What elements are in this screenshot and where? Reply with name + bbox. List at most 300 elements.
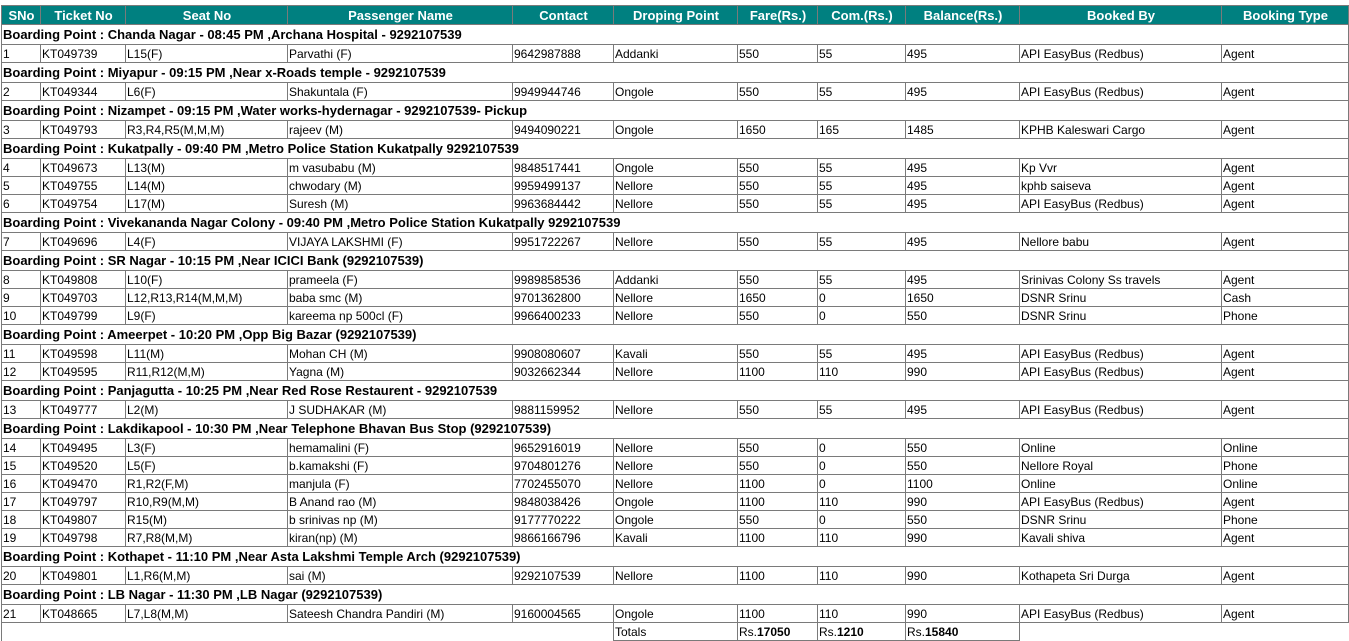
- total-balance: 15840: [925, 625, 959, 639]
- cell-seat-no: R11,R12(M,M): [126, 363, 288, 381]
- table-row: [2, 289, 1349, 307]
- cell-contact: 9704801276: [513, 457, 614, 475]
- cell-ticket-no: KT049520: [41, 457, 126, 475]
- table-row: [2, 439, 1349, 457]
- cell-booked-by: DSNR Srinu: [1020, 511, 1222, 529]
- cell-passenger-name: VIJAYA LAKSHMI (F): [288, 233, 513, 251]
- table-row: [2, 233, 1349, 251]
- column-header-passenger-name: Passenger Name: [288, 6, 513, 25]
- boarding-point-row: [2, 325, 1349, 345]
- cell-contact: 7702455070: [513, 475, 614, 493]
- cell-balance: 550: [906, 511, 1020, 529]
- total-fare: 17050: [757, 625, 791, 639]
- cell-contact: 9951722267: [513, 233, 614, 251]
- cell-sno: 1: [2, 45, 41, 63]
- cell-ticket-no: KT049673: [41, 159, 126, 177]
- cell-fare: 1650: [738, 121, 818, 139]
- cell-sno: 6: [2, 195, 41, 213]
- table-row: [2, 567, 1349, 585]
- cell-booked-by: API EasyBus (Redbus): [1020, 401, 1222, 419]
- cell-passenger-name: hemamalini (F): [288, 439, 513, 457]
- cell-booked-by: API EasyBus (Redbus): [1020, 195, 1222, 213]
- cell-passenger-name: Parvathi (F): [288, 45, 513, 63]
- cell-passenger-name: m vasubabu (M): [288, 159, 513, 177]
- cell-passenger-name: Suresh (M): [288, 195, 513, 213]
- cell-droping-point: Nellore: [614, 177, 738, 195]
- cell-com: 0: [818, 475, 906, 493]
- cell-seat-no: L5(F): [126, 457, 288, 475]
- cell-booked-by: kphb saiseva: [1020, 177, 1222, 195]
- cell-fare: 550: [738, 457, 818, 475]
- boarding-point-label: Boarding Point : LB Nagar - 11:30 PM ,LB Nagar (9292107539): [2, 585, 1349, 605]
- boarding-point-label: Boarding Point : Miyapur - 09:15 PM ,Near x-Roads temple - 9292107539: [2, 63, 1349, 83]
- cell-contact: 9032662344: [513, 363, 614, 381]
- cell-ticket-no: KT049598: [41, 345, 126, 363]
- cell-contact: 9949944746: [513, 83, 614, 101]
- table-row: [2, 307, 1349, 325]
- cell-balance: 495: [906, 159, 1020, 177]
- cell-seat-no: L4(F): [126, 233, 288, 251]
- table-row: [2, 177, 1349, 195]
- cell-fare: 550: [738, 83, 818, 101]
- cell-ticket-no: KT049801: [41, 567, 126, 585]
- cell-booked-by: Kothapeta Sri Durga: [1020, 567, 1222, 585]
- cell-com: 0: [818, 457, 906, 475]
- cell-contact: 9963684442: [513, 195, 614, 213]
- cell-seat-no: R3,R4,R5(M,M,M): [126, 121, 288, 139]
- table-row: [2, 195, 1349, 213]
- cell-sno: 10: [2, 307, 41, 325]
- totals-spacer: [2, 623, 614, 641]
- cell-com: 110: [818, 363, 906, 381]
- table-row: [2, 401, 1349, 419]
- cell-booking-type: Online: [1222, 475, 1349, 493]
- cell-droping-point: Ongole: [614, 493, 738, 511]
- cell-ticket-no: KT049797: [41, 493, 126, 511]
- cell-sno: 14: [2, 439, 41, 457]
- cell-fare: 1650: [738, 289, 818, 307]
- boarding-point-row: [2, 25, 1349, 45]
- cell-booked-by: DSNR Srinu: [1020, 289, 1222, 307]
- cell-contact: 9652916019: [513, 439, 614, 457]
- cell-booking-type: Agent: [1222, 159, 1349, 177]
- column-header-sno: SNo: [2, 6, 41, 25]
- cell-booked-by: Online: [1020, 439, 1222, 457]
- cell-balance: 495: [906, 195, 1020, 213]
- table-row: [2, 457, 1349, 475]
- cell-ticket-no: KT049739: [41, 45, 126, 63]
- cell-passenger-name: b srinivas np (M): [288, 511, 513, 529]
- cell-seat-no: R10,R9(M,M): [126, 493, 288, 511]
- cell-droping-point: Ongole: [614, 605, 738, 623]
- cell-fare: 550: [738, 177, 818, 195]
- cell-sno: 7: [2, 233, 41, 251]
- cell-booking-type: Agent: [1222, 567, 1349, 585]
- cell-seat-no: L15(F): [126, 45, 288, 63]
- table-row: [2, 511, 1349, 529]
- cell-sno: 4: [2, 159, 41, 177]
- cell-booked-by: Nellore Royal: [1020, 457, 1222, 475]
- boarding-point-label: Boarding Point : Panjagutta - 10:25 PM ,Near Red Rose Restaurent - 9292107539: [2, 381, 1349, 401]
- totals-tail: [1020, 623, 1349, 641]
- table-row: [2, 121, 1349, 139]
- cell-booking-type: Agent: [1222, 345, 1349, 363]
- cell-droping-point: Ongole: [614, 83, 738, 101]
- cell-contact: 9848038426: [513, 493, 614, 511]
- cell-sno: 9: [2, 289, 41, 307]
- cell-ticket-no: KT049754: [41, 195, 126, 213]
- cell-fare: 550: [738, 401, 818, 419]
- boarding-point-row: [2, 101, 1349, 121]
- cell-contact: 9959499137: [513, 177, 614, 195]
- column-header-droping-point: Droping Point: [614, 6, 738, 25]
- cell-booking-type: Agent: [1222, 121, 1349, 139]
- cell-booking-type: Agent: [1222, 271, 1349, 289]
- cell-balance: 990: [906, 363, 1020, 381]
- cell-com: 55: [818, 345, 906, 363]
- cell-sno: 19: [2, 529, 41, 547]
- cell-com: 55: [818, 401, 906, 419]
- cell-fare: 550: [738, 159, 818, 177]
- cell-com: 55: [818, 177, 906, 195]
- boarding-point-label: Boarding Point : Kukatpally - 09:40 PM ,Metro Police Station Kukatpally 9292107539: [2, 139, 1349, 159]
- cell-contact: 9642987888: [513, 45, 614, 63]
- cell-balance: 495: [906, 45, 1020, 63]
- cell-fare: 550: [738, 307, 818, 325]
- column-header-ticket-no: Ticket No: [41, 6, 126, 25]
- cell-ticket-no: KT049696: [41, 233, 126, 251]
- cell-droping-point: Ongole: [614, 511, 738, 529]
- cell-fare: 1100: [738, 605, 818, 623]
- cell-booking-type: Agent: [1222, 195, 1349, 213]
- cell-balance: 495: [906, 345, 1020, 363]
- boarding-point-row: [2, 547, 1349, 567]
- cell-passenger-name: sai (M): [288, 567, 513, 585]
- table-row: [2, 363, 1349, 381]
- cell-seat-no: L3(F): [126, 439, 288, 457]
- cell-booking-type: Agent: [1222, 177, 1349, 195]
- cell-contact: 9701362800: [513, 289, 614, 307]
- cell-contact: 9177770222: [513, 511, 614, 529]
- cell-booked-by: API EasyBus (Redbus): [1020, 45, 1222, 63]
- boarding-point-label: Boarding Point : Chanda Nagar - 08:45 PM ,Archana Hospital - 9292107539: [2, 25, 1349, 45]
- cell-sno: 5: [2, 177, 41, 195]
- cell-com: 55: [818, 159, 906, 177]
- cell-booked-by: Srinivas Colony Ss travels: [1020, 271, 1222, 289]
- cell-com: 165: [818, 121, 906, 139]
- cell-balance: 550: [906, 457, 1020, 475]
- cell-balance: 990: [906, 529, 1020, 547]
- cell-booking-type: Agent: [1222, 493, 1349, 511]
- cell-fare: 550: [738, 45, 818, 63]
- table-row: [2, 475, 1349, 493]
- cell-seat-no: L13(M): [126, 159, 288, 177]
- cell-seat-no: L1,R6(M,M): [126, 567, 288, 585]
- cell-fare: 550: [738, 195, 818, 213]
- cell-seat-no: L2(M): [126, 401, 288, 419]
- cell-seat-no: R15(M): [126, 511, 288, 529]
- cell-fare: 1100: [738, 493, 818, 511]
- boarding-point-row: [2, 381, 1349, 401]
- cell-booked-by: API EasyBus (Redbus): [1020, 345, 1222, 363]
- cell-sno: 13: [2, 401, 41, 419]
- table-row: [2, 529, 1349, 547]
- cell-sno: 20: [2, 567, 41, 585]
- cell-fare: 1100: [738, 529, 818, 547]
- cell-com: 110: [818, 567, 906, 585]
- column-header-booked-by: Booked By: [1020, 6, 1222, 25]
- passenger-report-table: [1, 5, 1349, 641]
- cell-booking-type: Agent: [1222, 363, 1349, 381]
- cell-passenger-name: baba smc (M): [288, 289, 513, 307]
- cell-ticket-no: KT049777: [41, 401, 126, 419]
- cell-contact: 9966400233: [513, 307, 614, 325]
- cell-droping-point: Nellore: [614, 195, 738, 213]
- totals-label: [614, 623, 738, 641]
- cell-sno: 3: [2, 121, 41, 139]
- cell-fare: 550: [738, 271, 818, 289]
- cell-com: 0: [818, 511, 906, 529]
- cell-balance: 1650: [906, 289, 1020, 307]
- boarding-point-row: [2, 63, 1349, 83]
- cell-droping-point: Nellore: [614, 439, 738, 457]
- cell-booked-by: API EasyBus (Redbus): [1020, 363, 1222, 381]
- cell-droping-point: Nellore: [614, 363, 738, 381]
- cell-sno: 15: [2, 457, 41, 475]
- cell-booking-type: Agent: [1222, 401, 1349, 419]
- cell-ticket-no: KT049595: [41, 363, 126, 381]
- cell-booked-by: KPHB Kaleswari Cargo: [1020, 121, 1222, 139]
- cell-balance: 495: [906, 271, 1020, 289]
- column-header-contact: Contact: [513, 6, 614, 25]
- cell-ticket-no: KT049755: [41, 177, 126, 195]
- cell-ticket-no: KT049798: [41, 529, 126, 547]
- cell-com: 55: [818, 195, 906, 213]
- total-com: 1210: [837, 625, 864, 639]
- cell-passenger-name: rajeev (M): [288, 121, 513, 139]
- cell-booked-by: Kp Vvr: [1020, 159, 1222, 177]
- cell-balance: 495: [906, 401, 1020, 419]
- cell-droping-point: Nellore: [614, 307, 738, 325]
- cell-seat-no: L7,L8(M,M): [126, 605, 288, 623]
- cell-booking-type: Cash: [1222, 289, 1349, 307]
- table-row: [2, 271, 1349, 289]
- boarding-point-row: [2, 213, 1349, 233]
- cell-booking-type: Online: [1222, 439, 1349, 457]
- cell-com: 55: [818, 83, 906, 101]
- cell-sno: 18: [2, 511, 41, 529]
- column-header-com: Com.(Rs.): [818, 6, 906, 25]
- total-label: Totals: [615, 625, 647, 639]
- cell-passenger-name: kiran(np) (M): [288, 529, 513, 547]
- cell-booked-by: API EasyBus (Redbus): [1020, 605, 1222, 623]
- cell-ticket-no: KT049703: [41, 289, 126, 307]
- boarding-point-label: Boarding Point : Lakdikapool - 10:30 PM ,Near Telephone Bhavan Bus Stop (9292107539): [2, 419, 1349, 439]
- cell-passenger-name: Yagna (M): [288, 363, 513, 381]
- cell-passenger-name: Sateesh Chandra Pandiri (M): [288, 605, 513, 623]
- cell-passenger-name: kareema np 500cl (F): [288, 307, 513, 325]
- cell-booked-by: Online: [1020, 475, 1222, 493]
- cell-balance: 1100: [906, 475, 1020, 493]
- cell-droping-point: Ongole: [614, 159, 738, 177]
- cell-seat-no: R7,R8(M,M): [126, 529, 288, 547]
- cell-balance: 990: [906, 567, 1020, 585]
- cell-droping-point: Nellore: [614, 475, 738, 493]
- cell-passenger-name: chwodary (M): [288, 177, 513, 195]
- cell-com: 110: [818, 493, 906, 511]
- cell-droping-point: Nellore: [614, 233, 738, 251]
- boarding-point-label: Boarding Point : Nizampet - 09:15 PM ,Water works-hydernagar - 9292107539- Pickup: [2, 101, 1349, 121]
- cell-ticket-no: KT049793: [41, 121, 126, 139]
- cell-sno: 12: [2, 363, 41, 381]
- total-balance-cell: [906, 623, 1020, 641]
- cell-balance: 495: [906, 233, 1020, 251]
- cell-com: 110: [818, 529, 906, 547]
- cell-balance: 550: [906, 439, 1020, 457]
- cell-droping-point: Addanki: [614, 271, 738, 289]
- total-com_prefix: Rs.: [819, 625, 837, 639]
- cell-passenger-name: B Anand rao (M): [288, 493, 513, 511]
- cell-passenger-name: b.kamakshi (F): [288, 457, 513, 475]
- cell-contact: 9881159952: [513, 401, 614, 419]
- cell-booked-by: API EasyBus (Redbus): [1020, 493, 1222, 511]
- cell-droping-point: Ongole: [614, 121, 738, 139]
- cell-com: 0: [818, 289, 906, 307]
- table-row: [2, 83, 1349, 101]
- boarding-point-label: Boarding Point : SR Nagar - 10:15 PM ,Near ICICI Bank (9292107539): [2, 251, 1349, 271]
- cell-balance: 990: [906, 605, 1020, 623]
- cell-droping-point: Nellore: [614, 289, 738, 307]
- cell-contact: 9989858536: [513, 271, 614, 289]
- cell-booking-type: Agent: [1222, 529, 1349, 547]
- cell-contact: 9160004565: [513, 605, 614, 623]
- column-header-fare: Fare(Rs.): [738, 6, 818, 25]
- table-row: [2, 345, 1349, 363]
- cell-sno: 16: [2, 475, 41, 493]
- cell-com: 0: [818, 439, 906, 457]
- cell-seat-no: L14(M): [126, 177, 288, 195]
- cell-sno: 21: [2, 605, 41, 623]
- totals-row: [2, 623, 1349, 641]
- boarding-point-row: [2, 419, 1349, 439]
- cell-contact: 9908080607: [513, 345, 614, 363]
- cell-ticket-no: KT048665: [41, 605, 126, 623]
- cell-com: 110: [818, 605, 906, 623]
- total-balance_prefix: Rs.: [907, 625, 925, 639]
- cell-sno: 8: [2, 271, 41, 289]
- column-header-booking-type: Booking Type: [1222, 6, 1349, 25]
- cell-seat-no: L12,R13,R14(M,M,M): [126, 289, 288, 307]
- cell-ticket-no: KT049470: [41, 475, 126, 493]
- cell-fare: 550: [738, 439, 818, 457]
- cell-booking-type: Phone: [1222, 511, 1349, 529]
- table-header-row: [2, 6, 1349, 25]
- cell-fare: 1100: [738, 363, 818, 381]
- cell-balance: 495: [906, 177, 1020, 195]
- cell-com: 55: [818, 271, 906, 289]
- cell-booking-type: Phone: [1222, 307, 1349, 325]
- cell-droping-point: Nellore: [614, 401, 738, 419]
- cell-passenger-name: J SUDHAKAR (M): [288, 401, 513, 419]
- cell-booked-by: DSNR Srinu: [1020, 307, 1222, 325]
- boarding-point-label: Boarding Point : Kothapet - 11:10 PM ,Near Asta Lakshmi Temple Arch (9292107539): [2, 547, 1349, 567]
- boarding-point-row: [2, 585, 1349, 605]
- cell-sno: 11: [2, 345, 41, 363]
- cell-sno: 2: [2, 83, 41, 101]
- table-row: [2, 159, 1349, 177]
- cell-ticket-no: KT049807: [41, 511, 126, 529]
- cell-seat-no: L11(M): [126, 345, 288, 363]
- cell-fare: 1100: [738, 567, 818, 585]
- cell-seat-no: L10(F): [126, 271, 288, 289]
- cell-fare: 550: [738, 345, 818, 363]
- cell-booked-by: API EasyBus (Redbus): [1020, 83, 1222, 101]
- cell-contact: 9848517441: [513, 159, 614, 177]
- cell-contact: 9494090221: [513, 121, 614, 139]
- boarding-point-label: Boarding Point : Vivekananda Nagar Colony - 09:40 PM ,Metro Police Station Kukatpally 9292107539: [2, 213, 1349, 233]
- table-row: [2, 45, 1349, 63]
- cell-booking-type: Phone: [1222, 457, 1349, 475]
- cell-seat-no: R1,R2(F,M): [126, 475, 288, 493]
- cell-contact: 9866166796: [513, 529, 614, 547]
- cell-com: 55: [818, 233, 906, 251]
- cell-balance: 550: [906, 307, 1020, 325]
- cell-passenger-name: prameela (F): [288, 271, 513, 289]
- cell-booked-by: Kavali shiva: [1020, 529, 1222, 547]
- cell-passenger-name: Shakuntala (F): [288, 83, 513, 101]
- cell-booked-by: Nellore babu: [1020, 233, 1222, 251]
- cell-fare: 1100: [738, 475, 818, 493]
- cell-booking-type: Agent: [1222, 83, 1349, 101]
- cell-droping-point: Nellore: [614, 457, 738, 475]
- total-fare-cell: [738, 623, 818, 641]
- cell-balance: 1485: [906, 121, 1020, 139]
- cell-balance: 495: [906, 83, 1020, 101]
- cell-droping-point: Kavali: [614, 529, 738, 547]
- boarding-point-row: [2, 251, 1349, 271]
- cell-ticket-no: KT049808: [41, 271, 126, 289]
- cell-booking-type: Agent: [1222, 233, 1349, 251]
- cell-droping-point: Nellore: [614, 567, 738, 585]
- report-body: [2, 25, 1349, 641]
- cell-fare: 550: [738, 511, 818, 529]
- cell-balance: 990: [906, 493, 1020, 511]
- cell-seat-no: L6(F): [126, 83, 288, 101]
- cell-com: 0: [818, 307, 906, 325]
- boarding-point-row: [2, 139, 1349, 159]
- cell-ticket-no: KT049344: [41, 83, 126, 101]
- cell-seat-no: L9(F): [126, 307, 288, 325]
- column-header-balance: Balance(Rs.): [906, 6, 1020, 25]
- cell-passenger-name: Mohan CH (M): [288, 345, 513, 363]
- cell-ticket-no: KT049799: [41, 307, 126, 325]
- cell-droping-point: Addanki: [614, 45, 738, 63]
- cell-com: 55: [818, 45, 906, 63]
- total-com-cell: [818, 623, 906, 641]
- cell-sno: 17: [2, 493, 41, 511]
- cell-booking-type: Agent: [1222, 605, 1349, 623]
- cell-fare: 550: [738, 233, 818, 251]
- cell-passenger-name: manjula (F): [288, 475, 513, 493]
- column-header-seat-no: Seat No: [126, 6, 288, 25]
- cell-ticket-no: KT049495: [41, 439, 126, 457]
- boarding-point-label: Boarding Point : Ameerpet - 10:20 PM ,Opp Big Bazar (9292107539): [2, 325, 1349, 345]
- cell-contact: 9292107539: [513, 567, 614, 585]
- cell-seat-no: L17(M): [126, 195, 288, 213]
- cell-booking-type: Agent: [1222, 45, 1349, 63]
- total-fare_prefix: Rs.: [739, 625, 757, 639]
- table-row: [2, 493, 1349, 511]
